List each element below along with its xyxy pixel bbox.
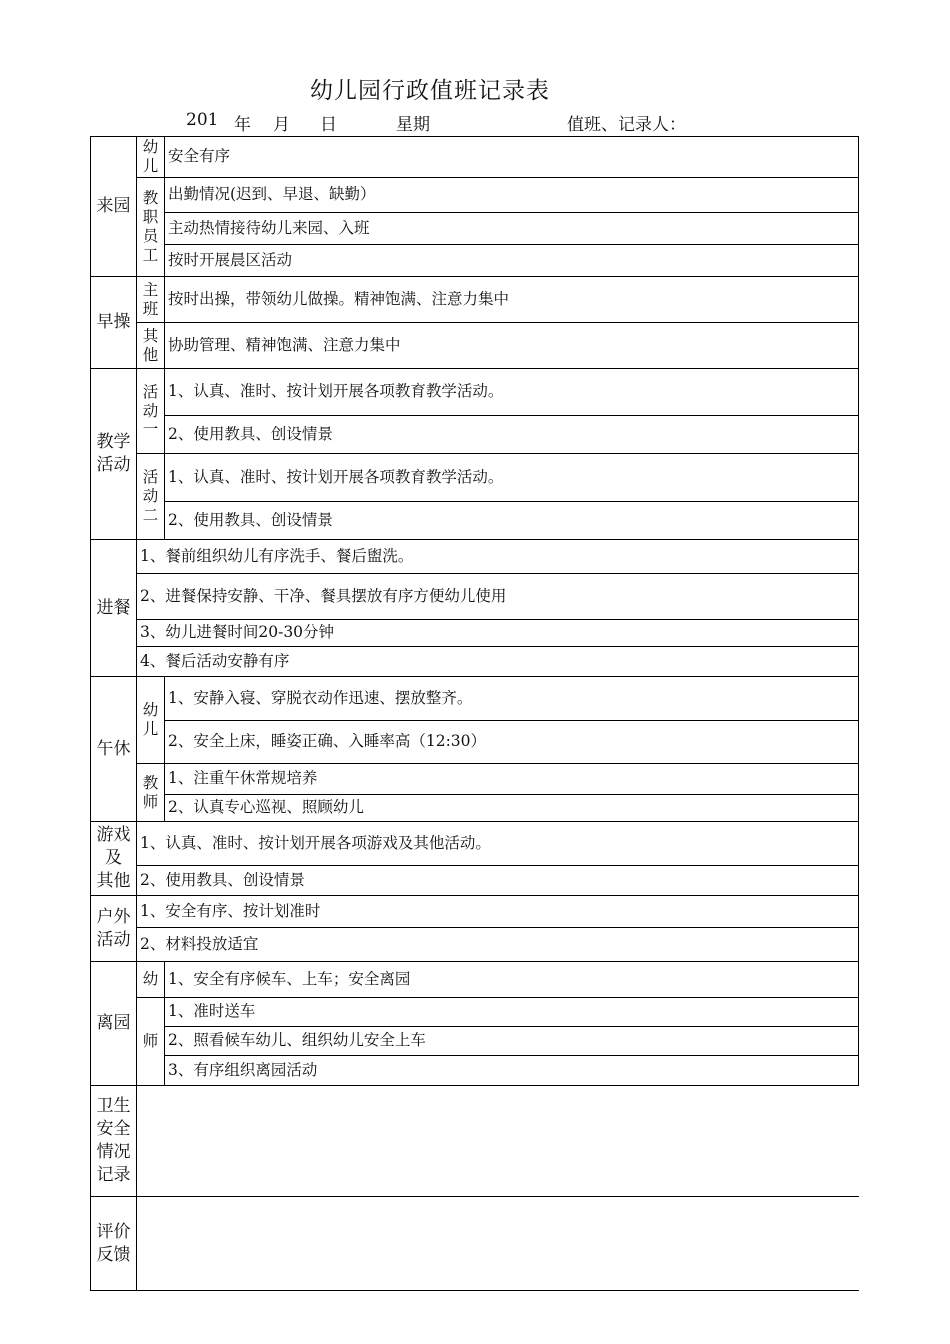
- table-row: [91, 213, 859, 245]
- checklist-item: 2、进餐保持安静、干净、餐具摆放有序方便幼儿使用: [137, 574, 859, 620]
- checklist-item: 1、认真、准时、按计划开展各项教育教学活动。: [165, 454, 859, 502]
- table-row: [91, 677, 859, 721]
- checklist-item: 2、认真专心巡视、照顾幼儿: [165, 795, 859, 822]
- checklist-item: 2、照看候车幼儿、组织幼儿安全上车: [165, 1027, 859, 1056]
- weekday-label: 星期: [396, 115, 430, 135]
- table-row: [91, 1027, 859, 1056]
- table-row: [91, 647, 859, 677]
- day-unit-label: 日: [320, 115, 337, 135]
- table-row: [91, 245, 859, 277]
- section-label-games: 游戏 及 其他: [91, 822, 137, 896]
- checklist-item: 出勤情况(迟到、早退、缺勤）: [165, 178, 859, 213]
- checklist-item: 按时出操，带领幼儿做操。精神饱满、注意力集中: [165, 277, 859, 323]
- table-row: [91, 277, 859, 323]
- table-row: [91, 620, 859, 647]
- table-row: [91, 928, 859, 962]
- section-label-hygiene-safety: 卫生 安全 情况 记录: [91, 1086, 137, 1197]
- checklist-item: 协助管理、精神饱满、注意力集中: [165, 323, 859, 369]
- checklist-item: 3、幼儿进餐时间20-30分钟: [137, 620, 859, 647]
- recorder-label: 值班、记录人：: [567, 115, 686, 135]
- month-unit-label: 月: [273, 115, 290, 135]
- table-row: [91, 896, 859, 928]
- checklist-item: 1、认真、准时、按计划开展各项游戏及其他活动。: [137, 822, 859, 866]
- checklist-item: 2、使用教具、创设情景: [137, 866, 859, 896]
- checklist-item: 主动热情接待幼儿来园、入班: [165, 213, 859, 245]
- page-title: 幼儿园行政值班记录表: [310, 78, 550, 104]
- section-label-morning-exercise: 早操: [91, 277, 137, 369]
- checklist-item: 2、安全上床，睡姿正确、入睡率高（12:30）: [165, 721, 859, 764]
- table-row: [91, 795, 859, 822]
- table-row: [91, 178, 859, 213]
- group-label-staff: 教 职 员 工: [137, 178, 165, 277]
- table-row: [91, 369, 859, 416]
- checklist-item: 2、材料投放适宜: [137, 928, 859, 962]
- group-label-child: 幼 儿: [137, 677, 165, 764]
- section-label-teaching: 教学 活动: [91, 369, 137, 540]
- year-unit-label: 年: [234, 115, 251, 135]
- duty-record-table: [90, 136, 859, 1291]
- year-field: 201: [186, 110, 219, 130]
- table-row: [91, 540, 859, 574]
- checklist-item: 安全有序: [165, 137, 859, 178]
- checklist-item: 1、餐前组织幼儿有序洗手、餐后盥洗。: [137, 540, 859, 574]
- checklist-item: 1、安静入寝、穿脱衣动作迅速、摆放整齐。: [165, 677, 859, 721]
- section-label-departure: 离园: [91, 962, 137, 1086]
- checklist-item: 1、准时送车: [165, 998, 859, 1027]
- group-label-child: 幼 儿: [137, 137, 165, 178]
- section-label-nap: 午休: [91, 677, 137, 822]
- table-row: [91, 416, 859, 454]
- section-label-outdoor: 户外 活动: [91, 896, 137, 962]
- group-label-main: 主 班: [137, 277, 165, 323]
- table-row: [91, 866, 859, 896]
- table-row: [91, 822, 859, 866]
- checklist-item: 1、安全有序候车、上车；安全离园: [165, 962, 859, 998]
- section-label-arrival: 来园: [91, 137, 137, 277]
- group-label-teacher: 师: [137, 998, 165, 1086]
- table-row: [91, 1197, 859, 1291]
- group-label-other: 其 他: [137, 323, 165, 369]
- table-row: [91, 1086, 859, 1197]
- feedback-field[interactable]: [137, 1197, 859, 1291]
- table-row: [91, 1056, 859, 1086]
- checklist-item: 1、注重午休常规培养: [165, 764, 859, 795]
- table-row: [91, 962, 859, 998]
- hygiene-record-field[interactable]: [137, 1086, 859, 1197]
- section-label-meal: 进餐: [91, 540, 137, 677]
- checklist-item: 4、餐后活动安静有序: [137, 647, 859, 677]
- group-label-teacher: 教 师: [137, 764, 165, 822]
- table-row: [91, 998, 859, 1027]
- table-row: [91, 502, 859, 540]
- table-row: [91, 574, 859, 620]
- table-row: [91, 764, 859, 795]
- group-label-activity-1: 活 动 一: [137, 369, 165, 454]
- checklist-item: 2、使用教具、创设情景: [165, 502, 859, 540]
- checklist-item: 按时开展晨区活动: [165, 245, 859, 277]
- checklist-item: 1、安全有序、按计划准时: [137, 896, 859, 928]
- table-row: [91, 323, 859, 369]
- group-label-activity-2: 活 动 二: [137, 454, 165, 540]
- checklist-item: 2、使用教具、创设情景: [165, 416, 859, 454]
- table-row: [91, 721, 859, 764]
- table-row: [91, 137, 859, 178]
- checklist-item: 1、认真、准时、按计划开展各项教育教学活动。: [165, 369, 859, 416]
- table-row: [91, 454, 859, 502]
- checklist-item: 3、有序组织离园活动: [165, 1056, 859, 1086]
- group-label-child: 幼: [137, 962, 165, 998]
- section-label-feedback: 评价 反馈: [91, 1197, 137, 1291]
